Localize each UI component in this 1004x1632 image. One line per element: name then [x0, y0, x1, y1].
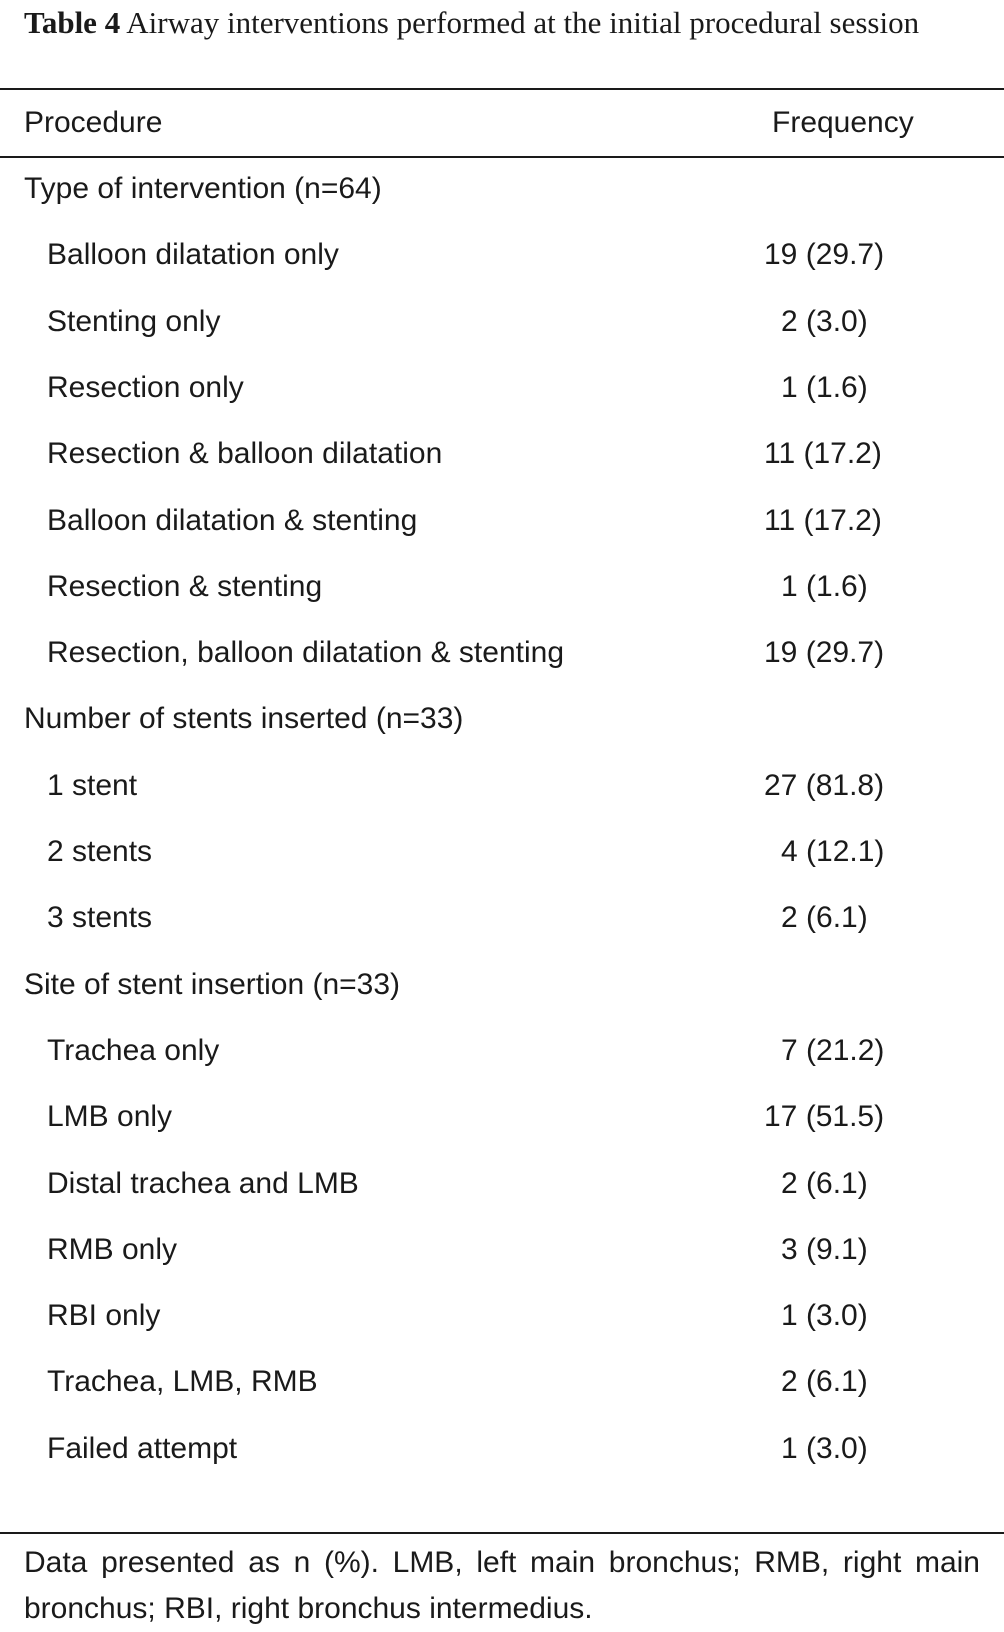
frequency-cell: 2 (6.1)	[781, 901, 868, 935]
procedure-cell: Resection only	[47, 370, 244, 404]
group-label: Site of stent insertion (n=33)	[24, 967, 401, 1001]
procedure-cell: Trachea, LMB, RMB	[47, 1365, 318, 1399]
frequency-cell: 7 (21.2)	[781, 1033, 885, 1067]
frequency-cell: 11 (17.2)	[764, 437, 882, 471]
group-label: Type of intervention (n=64)	[24, 172, 382, 205]
frequency-cell: 4 (12.1)	[781, 835, 885, 868]
group-label: Number of stents inserted (n=33)	[24, 702, 464, 736]
frequency-cell: 1 (3.0)	[781, 1299, 868, 1333]
frequency-cell: 1 (1.6)	[781, 370, 868, 404]
table-row	[0, 487, 1004, 555]
table-group-row	[0, 951, 1004, 1019]
table-row	[0, 1150, 1004, 1218]
procedure-cell: Stenting only	[47, 304, 221, 338]
procedure-cell: Trachea only	[47, 1033, 220, 1067]
procedure-cell: Balloon dilatation only	[47, 238, 339, 272]
procedure-cell: RBI only	[47, 1299, 161, 1333]
table-row	[0, 1348, 1004, 1416]
table-caption	[24, 0, 980, 45]
procedure-cell: Resection, balloon dilatation & stenting	[47, 636, 565, 670]
table-row	[0, 354, 1004, 422]
table-row	[0, 288, 1004, 356]
table-row	[0, 1282, 1004, 1350]
procedure-cell: 2 stents	[47, 835, 153, 868]
table-row	[0, 420, 1004, 488]
bottom-rule	[0, 1532, 1004, 1534]
frequency-cell: 17 (51.5)	[764, 1100, 885, 1134]
frequency-cell: 1 (3.0)	[781, 1431, 868, 1465]
table-group-row	[0, 685, 1004, 753]
procedure-cell: Resection & balloon dilatation	[47, 437, 443, 471]
frequency-cell: 19 (29.7)	[764, 636, 885, 670]
frequency-cell: 19 (29.7)	[764, 238, 885, 272]
table-label: Table 4	[24, 5, 121, 40]
table-row	[0, 619, 1004, 687]
table-footnote: Data presented as n (%). LMB, left main bronchus; RMB, right main bronchus; RBI, right bronchus intermedius.	[24, 1546, 980, 1625]
frequency-cell: 2 (6.1)	[781, 1365, 868, 1399]
procedure-cell: 1 stent	[47, 768, 138, 802]
table-row	[0, 1017, 1004, 1085]
procedure-cell: Resection & stenting	[47, 569, 323, 603]
table-row	[0, 553, 1004, 621]
frequency-cell: 2 (6.1)	[781, 1166, 868, 1200]
table-row	[0, 752, 1004, 820]
table-group-row	[0, 155, 1004, 223]
table-title: Airway interventions performed at the initial procedural session	[126, 5, 920, 40]
table-row	[0, 818, 1004, 886]
table-row	[0, 1216, 1004, 1284]
table-row	[0, 884, 1004, 952]
frequency-cell: 3 (9.1)	[781, 1232, 868, 1266]
table-row	[0, 221, 1004, 289]
frequency-cell: 2 (3.0)	[781, 304, 868, 338]
procedure-cell: 3 stents	[47, 901, 153, 935]
procedure-cell: LMB only	[47, 1100, 173, 1134]
table-row	[0, 1083, 1004, 1151]
table-row	[0, 1415, 1004, 1483]
frequency-cell: 27 (81.8)	[764, 768, 885, 802]
procedure-cell: Failed attempt	[47, 1431, 238, 1465]
header-frequency: Frequency	[772, 106, 914, 139]
header-procedure: Procedure	[24, 106, 163, 139]
procedure-cell: RMB only	[47, 1232, 178, 1266]
frequency-cell: 1 (1.6)	[781, 569, 868, 603]
table-header-row	[0, 89, 1004, 157]
procedure-cell: Distal trachea and LMB	[47, 1166, 359, 1200]
procedure-cell: Balloon dilatation & stenting	[47, 503, 418, 537]
frequency-cell: 11 (17.2)	[764, 503, 882, 537]
